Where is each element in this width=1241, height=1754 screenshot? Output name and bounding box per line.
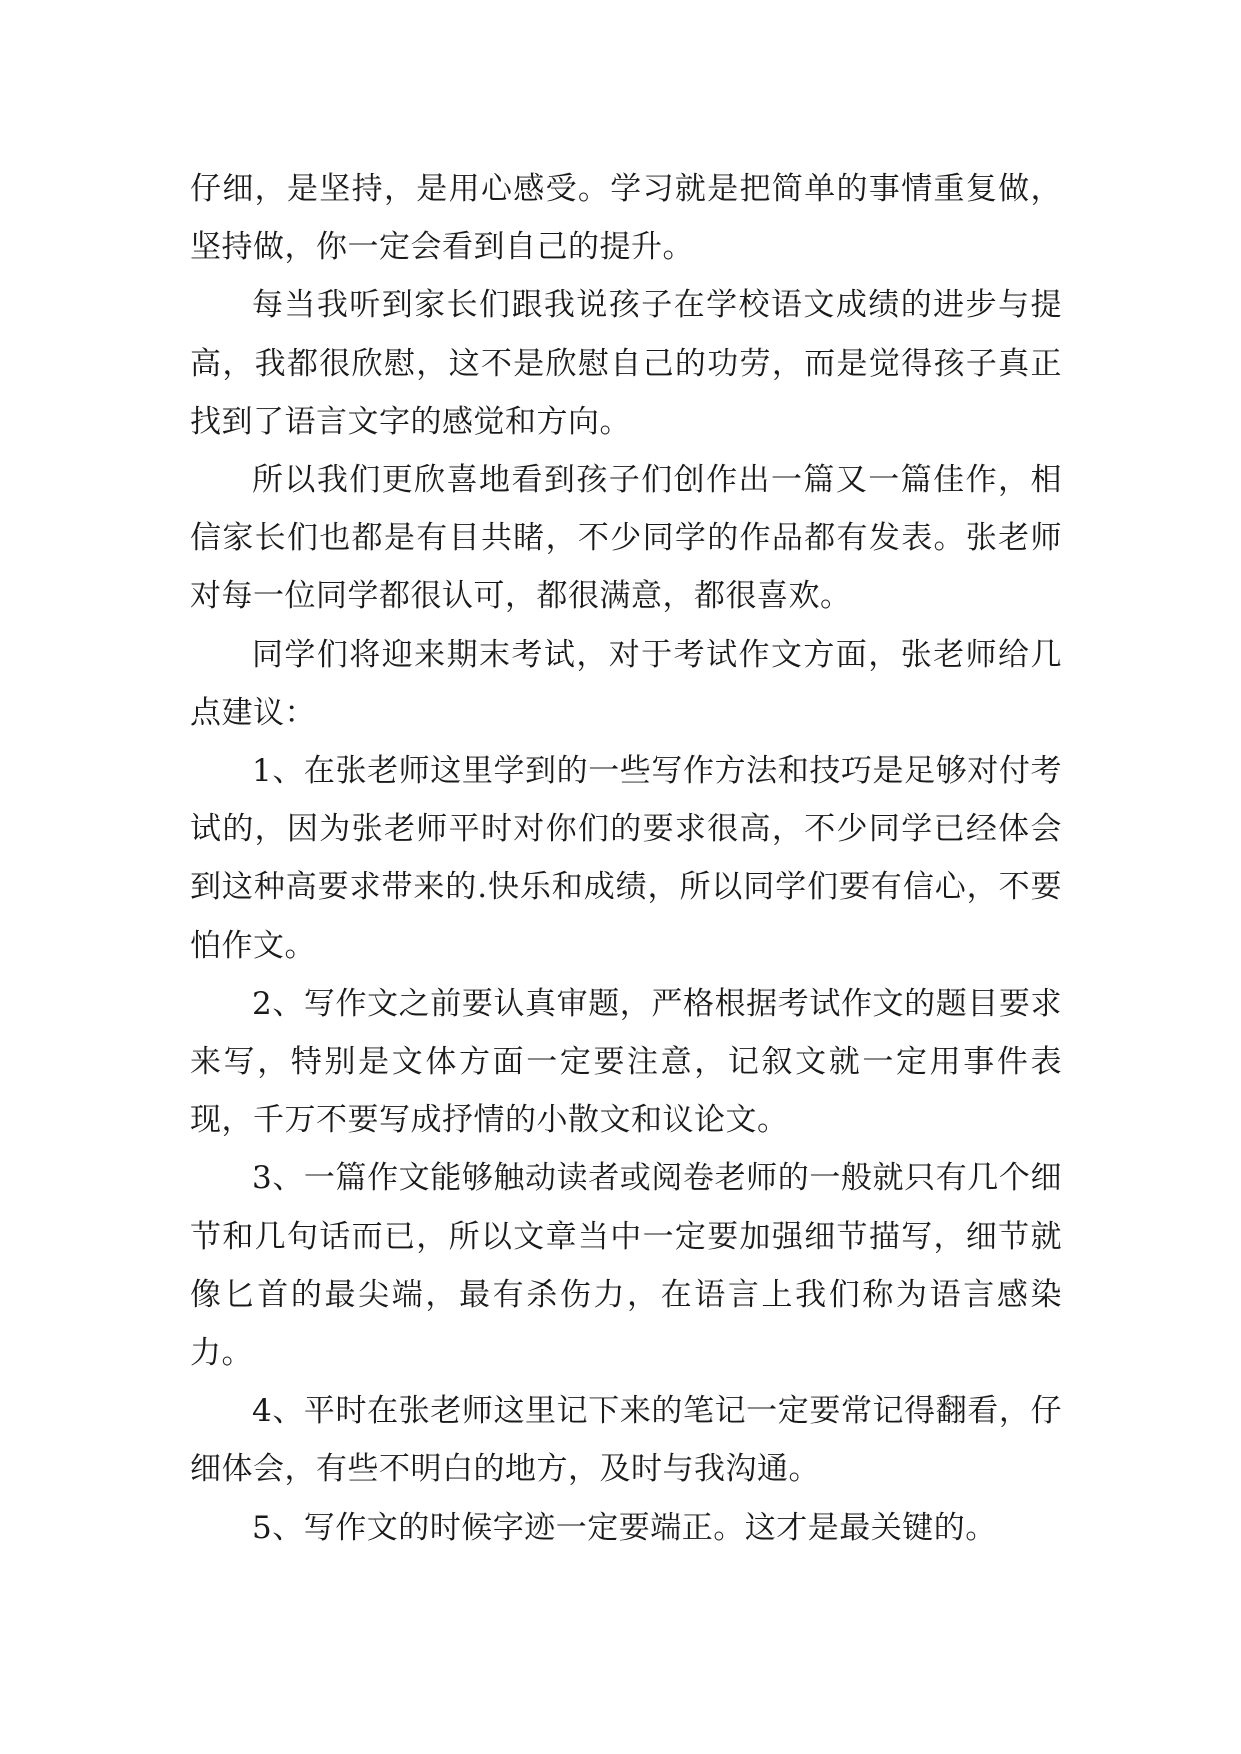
paragraph: 所以我们更欣喜地看到孩子们创作出一篇又一篇佳作，相信家长们也都是有目共睹，不少同学的作品都有发表。张老师对每一位同学都很认可，都很满意，都很喜欢。 [190,462,1062,615]
paragraph-list-item-3: 3、一篇作文能够触动读者或阅卷老师的一般就只有几个细节和几句话而已，所以文章当中一定要加强细节描写，细节就像匕首的最尖端，最有杀伤力，在语言上我们称为语言感染力。 [190,1160,1062,1372]
paragraph-list-item-2: 2、写作文之前要认真审题，严格根据考试作文的题目要求来写，特别是文体方面一定要注意，记叙文就一定用事件表现，千万不要写成抒情的小散文和议论文。 [190,985,1062,1139]
paragraph: 同学们将迎来期末考试，对于考试作文方面，张老师给几点建议： [190,636,1062,731]
paragraph: 每当我听到家长们跟我说孩子在学校语文成绩的进步与提高，我都很欣慰，这不是欣慰自己的功劳，而是觉得孩子真正找到了语言文字的感觉和方向。 [190,287,1062,440]
paragraph-list-item-4: 4、平时在张老师这里记下来的笔记一定要常记得翻看，仔细体会，有些不明白的地方，及时与我沟通。 [190,1393,1062,1488]
paragraph: 仔细，是坚持，是用心感受。学习就是把简单的事情重复做，坚持做，你一定会看到自己的提升。 [190,171,1062,266]
body-text [190,160,1062,1557]
paragraph-list-item-5: 5、写作文的时候字迹一定要端正。这才是最关键的。 [252,1509,997,1546]
paragraph-list-item-1: 1、在张老师这里学到的一些写作方法和技巧是足够对付考试的，因为张老师平时对你们的要求很高，不少同学已经体会到这种高要求带来的.快乐和成绩，所以同学们要有信心，不要怕作文。 [190,753,1062,964]
